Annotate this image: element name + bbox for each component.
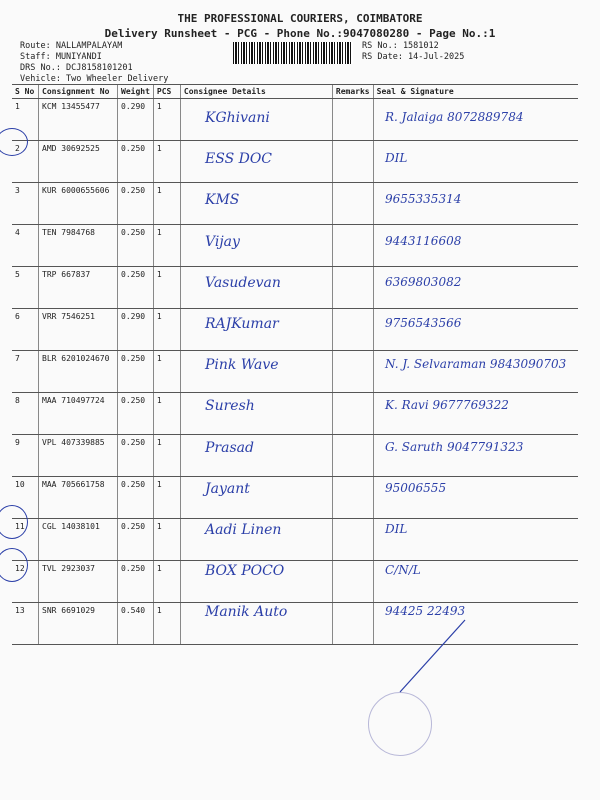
col-consignment: Consignment No [39,85,118,99]
rs-date: RS Date: 14-Jul-2025 [362,52,465,62]
pcs-cell: 1 [153,225,180,267]
consignment-cell: VRR 7546251 [39,309,118,351]
pcs-cell: 1 [153,183,180,225]
signature-handwriting: 9756543566 [385,316,462,330]
pcs-cell: 1 [153,519,180,561]
pcs-cell: 1 [153,393,180,435]
sno-cell: 5 [12,267,39,309]
sno-cell: 6 [12,309,39,351]
pcs-cell: 1 [153,267,180,309]
consignee-handwriting: Manik Auto [205,604,288,621]
signature-handwriting: G. Saruth 9047791323 [385,439,524,454]
consignee-handwriting: RAJKumar [205,316,279,332]
signature-handwriting: K. Ravi 9677769322 [385,398,509,413]
weight-cell: 0.250 [118,435,154,477]
consignment-cell: AMD 30692525 [39,141,118,183]
consignee-handwriting: Vijay [205,233,240,250]
consignment-cell: MAA 705661758 [39,477,118,519]
vehicle-label: Vehicle: Two Wheeler Delivery [20,74,169,84]
col-weight: Weight [118,85,154,99]
consignee-handwriting: Suresh [205,398,255,415]
col-sno: S No [12,85,39,99]
runsheet-title: Delivery Runsheet - PCG - Phone No.:9047080280 - Page No.:1 [104,27,496,40]
weight-cell: 0.250 [118,267,154,309]
consignment-cell: MAA 710497724 [39,393,118,435]
weight-cell: 0.250 [118,519,154,561]
pcs-cell: 1 [153,435,180,477]
sno-cell: 1 [12,99,39,141]
col-remarks: Remarks [332,85,373,99]
consignee-handwriting: KMS [205,192,240,209]
consignee-handwriting: KGhivani [205,110,270,126]
consignee-handwriting: BOX POCO [205,563,285,580]
pcs-cell: 1 [153,99,180,141]
signature-handwriting: 6369803082 [385,274,462,289]
pcs-cell: 1 [153,477,180,519]
consignee-handwriting: Vasudevan [205,274,281,291]
weight-cell: 0.250 [118,351,154,393]
signature-handwriting: N. J. Selvaraman 9843090703 [385,357,567,372]
sno-cell: 3 [12,183,39,225]
weight-cell: 0.540 [118,603,154,645]
consignment-cell: SNR 6691029 [39,603,118,645]
weight-cell: 0.250 [118,561,154,603]
signature-handwriting: DIL [385,522,408,536]
signature-handwriting: R. Jalaiga 8072889784 [385,110,524,124]
consignment-cell: BLR 6201024670 [39,351,118,393]
sno-cell: 7 [12,351,39,393]
weight-cell: 0.250 [118,141,154,183]
col-pcs: PCS [153,85,180,99]
weight-cell: 0.250 [118,183,154,225]
rs-number: RS No.: 1581012 [362,41,439,51]
weight-cell: 0.250 [118,477,154,519]
consignee-handwriting: Prasad [205,439,254,456]
consignee-handwriting: Aadi Linen [205,522,282,538]
route-label: Route: NALLAMPALAYAM [20,41,123,51]
consignee-handwriting: Pink Wave [205,357,279,374]
drs-number: DRS No.: DCJ8158101201 [20,63,133,73]
sno-cell: 13 [12,603,39,645]
sno-cell: 4 [12,225,39,267]
sno-cell: 11 [12,519,39,561]
consignee-handwriting: Jayant [205,480,250,497]
sno-cell: 10 [12,477,39,519]
col-consignee: Consignee Details [180,85,332,99]
sno-cell: 8 [12,393,39,435]
signature-handwriting: C/N/L [385,563,421,578]
consignment-cell: VPL 407339885 [39,435,118,477]
col-signature: Seal & Signature [373,85,578,99]
pcs-cell: 1 [153,351,180,393]
pcs-cell: 1 [153,141,180,183]
pcs-cell: 1 [153,603,180,645]
sno-cell: 9 [12,435,39,477]
company-name: THE PROFESSIONAL COURIERS, COIMBATORE [177,12,423,25]
consignment-cell: TRP 667837 [39,267,118,309]
signature-handwriting: DIL [385,151,408,166]
signature-handwriting: 95006555 [385,480,447,495]
weight-cell: 0.290 [118,99,154,141]
signature-handwriting: 9655335314 [385,192,462,207]
consignment-cell: KCM 13455477 [39,99,118,141]
consignment-cell: CGL 14038101 [39,519,118,561]
signature-handwriting: 9443116608 [385,233,462,248]
pcs-cell: 1 [153,309,180,351]
weight-cell: 0.290 [118,309,154,351]
consignment-cell: TVL 2923037 [39,561,118,603]
consignment-cell: TEN 7984768 [39,225,118,267]
consignee-handwriting: ESS DOC [205,151,273,168]
consignment-cell: KUR 6000655606 [39,183,118,225]
weight-cell: 0.250 [118,225,154,267]
staff-label: Staff: MUNIYANDI [20,52,102,62]
weight-cell: 0.250 [118,393,154,435]
sno-cell: 2 [12,141,39,183]
sno-cell: 12 [12,561,39,603]
signature-handwriting: 94425 22493 [385,604,466,619]
pcs-cell: 1 [153,561,180,603]
